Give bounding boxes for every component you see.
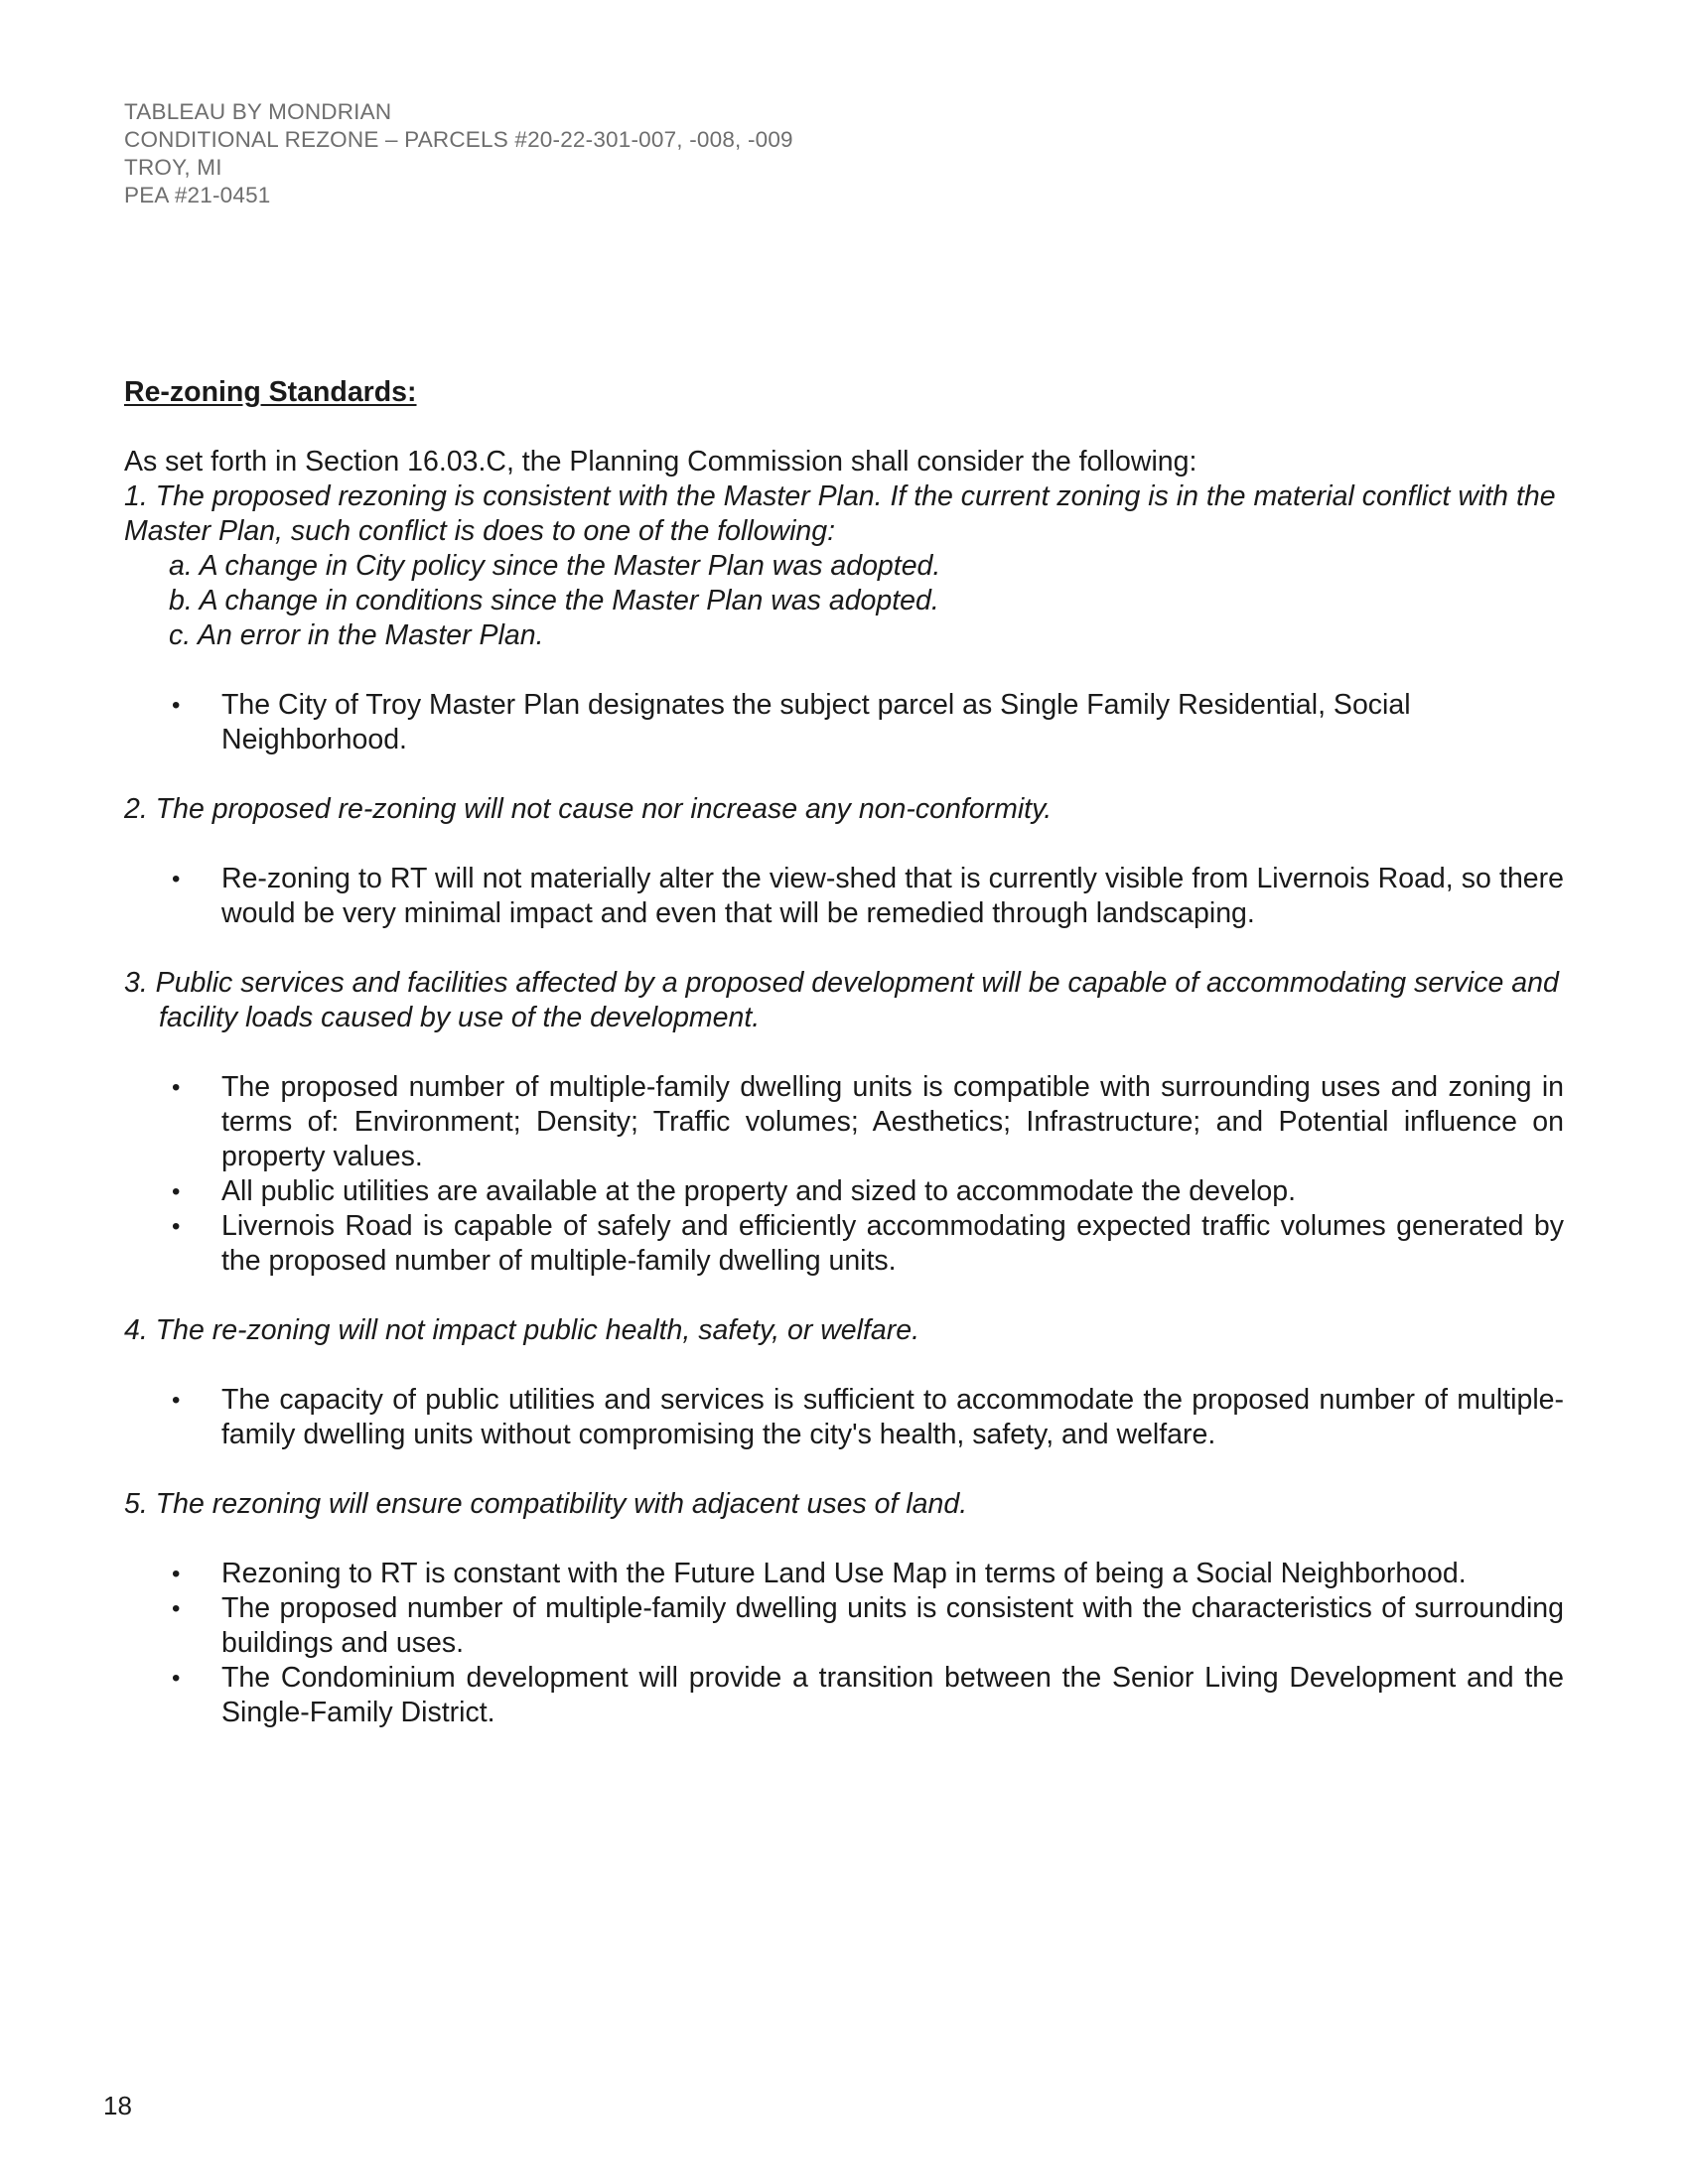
header-pea-number: PEA #21-0451 xyxy=(124,183,271,207)
standard-1-sub-a: a. A change in City policy since the Master Plan was adopted. xyxy=(169,550,941,582)
header-location: TROY, MI xyxy=(124,155,222,180)
standard-1-sub-b: b. A change in conditions since the Master Plan was adopted. xyxy=(169,585,939,616)
section-heading: Re-zoning Standards: xyxy=(124,376,417,408)
bullet-item: • The Condominium development will provide a transition between the Senior Living Development and the Single-Family District. xyxy=(221,1661,1564,1730)
standard-3-text: 3. Public services and facilities affected by a proposed development will be capable of accommodating service and facility loads caused by use of the development. xyxy=(124,967,1559,1033)
standard-3-bullets xyxy=(124,1070,1564,1279)
bullet-item: • The proposed number of multiple-family dwelling units is compatible with surrounding uses and zoning in terms of: Environment; Density; Traffic volumes; Aesthetics; Infrastructure; and Potential influence on property values. xyxy=(221,1070,1564,1174)
standard-5-bullets xyxy=(124,1557,1564,1730)
standard-5-text: 5. The rezoning will ensure compatibility with adjacent uses of land. xyxy=(124,1488,968,1520)
bullet-item: • Re-zoning to RT will not materially alter the view-shed that is currently visible from Livernois Road, so there would be very minimal impact and even that will be remedied through landscaping. xyxy=(221,862,1564,931)
bullet-item: • All public utilities are available at the property and sized to accommodate the develop. xyxy=(221,1174,1564,1209)
standard-4-text: 4. The re-zoning will not impact public health, safety, or welfare. xyxy=(124,1314,920,1346)
bullet-item: • The proposed number of multiple-family dwelling units is consistent with the characteristics of surrounding buildings and uses. xyxy=(221,1591,1564,1661)
standard-2-bullets xyxy=(124,862,1564,931)
standard-2-text: 2. The proposed re-zoning will not cause nor increase any non-conformity. xyxy=(124,793,1053,825)
header-rezone-parcels: CONDITIONAL REZONE – PARCELS #20-22-301-007, -008, -009 xyxy=(124,127,793,152)
bullet-item: • Livernois Road is capable of safely and efficiently accommodating expected traffic volumes generated by the proposed number of multiple-family dwelling units. xyxy=(221,1209,1564,1279)
page-number: 18 xyxy=(103,2091,132,2120)
section-intro: As set forth in Section 16.03.C, the Planning Commission shall consider the following: xyxy=(124,446,1197,478)
bullet-item: • The capacity of public utilities and services is sufficient to accommodate the proposed number of multiple-family dwelling units without compromising the city's health, safety, and welfare. xyxy=(221,1383,1564,1452)
header-project-name: TABLEAU BY MONDRIAN xyxy=(124,99,392,124)
standard-1-text: 1. The proposed rezoning is consistent with the Master Plan. If the current zoning is in the material conflict with the Master Plan, such conflict is does to one of the following: xyxy=(124,480,1556,547)
bullet-item: • Rezoning to RT is constant with the Future Land Use Map in terms of being a Social Neighborhood. xyxy=(221,1557,1564,1591)
standard-1-bullets xyxy=(124,688,1564,757)
bullet-item: • The City of Troy Master Plan designates the subject parcel as Single Family Residential, Social Neighborhood. xyxy=(221,688,1564,757)
standard-1-sublist xyxy=(124,549,1564,653)
document-header xyxy=(124,98,793,209)
rezoning-standards-section xyxy=(124,375,1564,1765)
standard-1-sub-c: c. An error in the Master Plan. xyxy=(169,619,544,651)
standard-4-bullets xyxy=(124,1383,1564,1452)
